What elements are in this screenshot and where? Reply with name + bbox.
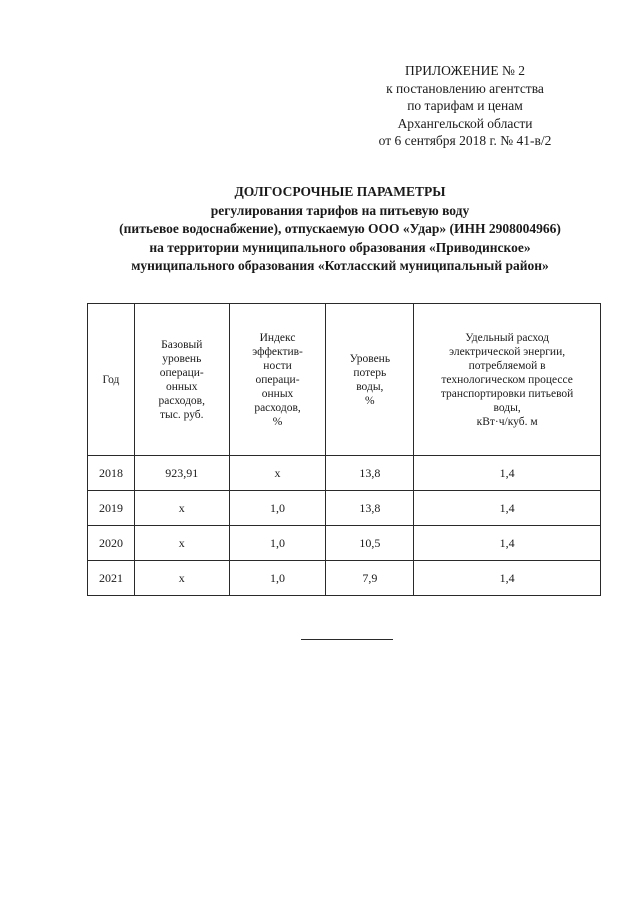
cell-water-losses: 10,5 [326, 526, 414, 561]
table-row [88, 491, 601, 526]
cell-energy-consumption: 1,4 [414, 526, 601, 561]
header-text: эффектив- [252, 345, 303, 358]
table-header-row [88, 304, 601, 456]
header-text: потерь [353, 366, 387, 379]
title-line: (питьевое водоснабжение), отпускаемую ООО «Удар» (ИНН 2908004966) [119, 221, 561, 236]
header-efficiency-index [229, 304, 326, 456]
cell-base-opex: х [134, 526, 229, 561]
cell-efficiency-index: х [229, 456, 326, 491]
table-row [88, 561, 601, 596]
header-text: Базовый [161, 338, 203, 351]
header-text: кВт·ч/куб. м [476, 415, 538, 428]
cell-water-losses: 13,8 [326, 456, 414, 491]
title-line: регулирования тарифов на питьевую воду [210, 202, 470, 218]
header-text: Год [102, 373, 120, 386]
header-text: % [365, 394, 375, 407]
header-text: уровень [162, 352, 202, 365]
title-line: муниципального образования «Котласский муниципальный район» [131, 258, 549, 273]
closing-divider-line [301, 639, 393, 640]
header-water-losses [326, 304, 414, 456]
parameters-table [87, 303, 601, 596]
header-text: операци- [255, 373, 300, 386]
appendix-header [340, 62, 590, 150]
appendix-line: по тарифам и ценам [407, 98, 523, 113]
cell-energy-consumption: 1,4 [414, 561, 601, 596]
header-text: расходов, [158, 394, 205, 407]
cell-year: 2021 [88, 561, 135, 596]
table-row [88, 526, 601, 561]
header-text: онных [166, 380, 198, 393]
header-text: тыс. руб. [160, 408, 204, 421]
header-text: воды, [356, 380, 384, 393]
appendix-date-number: от 6 сентября 2018 г. № 41-в/2 [378, 133, 552, 148]
cell-base-opex: х [134, 561, 229, 596]
cell-base-opex: 923,91 [134, 456, 229, 491]
cell-efficiency-index: 1,0 [229, 491, 326, 526]
cell-energy-consumption: 1,4 [414, 491, 601, 526]
cell-year: 2019 [88, 491, 135, 526]
cell-year: 2020 [88, 526, 135, 561]
cell-base-opex: х [134, 491, 229, 526]
header-text: электрической энергии, [449, 345, 566, 358]
header-text: ности [263, 359, 292, 372]
header-base-opex [134, 304, 229, 456]
document-title [60, 183, 620, 276]
cell-energy-consumption: 1,4 [414, 456, 601, 491]
cell-efficiency-index: 1,0 [229, 526, 326, 561]
header-energy-consumption [414, 304, 601, 456]
table-row [88, 456, 601, 491]
title-line: на территории муниципального образования «Приводинское» [149, 239, 531, 255]
header-text: Удельный расход [465, 331, 549, 344]
header-text: Индекс [259, 331, 296, 344]
title-heading: ДОЛГОСРОЧНЫЕ ПАРАМЕТРЫ [234, 184, 446, 199]
header-text: расходов, [254, 401, 301, 414]
appendix-line: Архангельской области [397, 115, 533, 131]
header-text: онных [261, 387, 294, 400]
header-text: Уровень [349, 352, 391, 365]
header-text: воды, [493, 401, 521, 414]
appendix-line: к постановлению агентства [386, 80, 544, 96]
header-text: операци- [159, 366, 204, 379]
cell-year: 2018 [88, 456, 135, 491]
cell-water-losses: 13,8 [326, 491, 414, 526]
header-year [88, 304, 135, 456]
header-text: % [272, 415, 283, 428]
header-text: технологическом процессе [441, 373, 573, 386]
cell-efficiency-index: 1,0 [229, 561, 326, 596]
header-text: транспортировки питьевой [440, 387, 574, 400]
appendix-title: ПРИЛОЖЕНИЕ № 2 [404, 63, 526, 78]
header-text: потребляемой в [468, 359, 546, 372]
cell-water-losses: 7,9 [326, 561, 414, 596]
